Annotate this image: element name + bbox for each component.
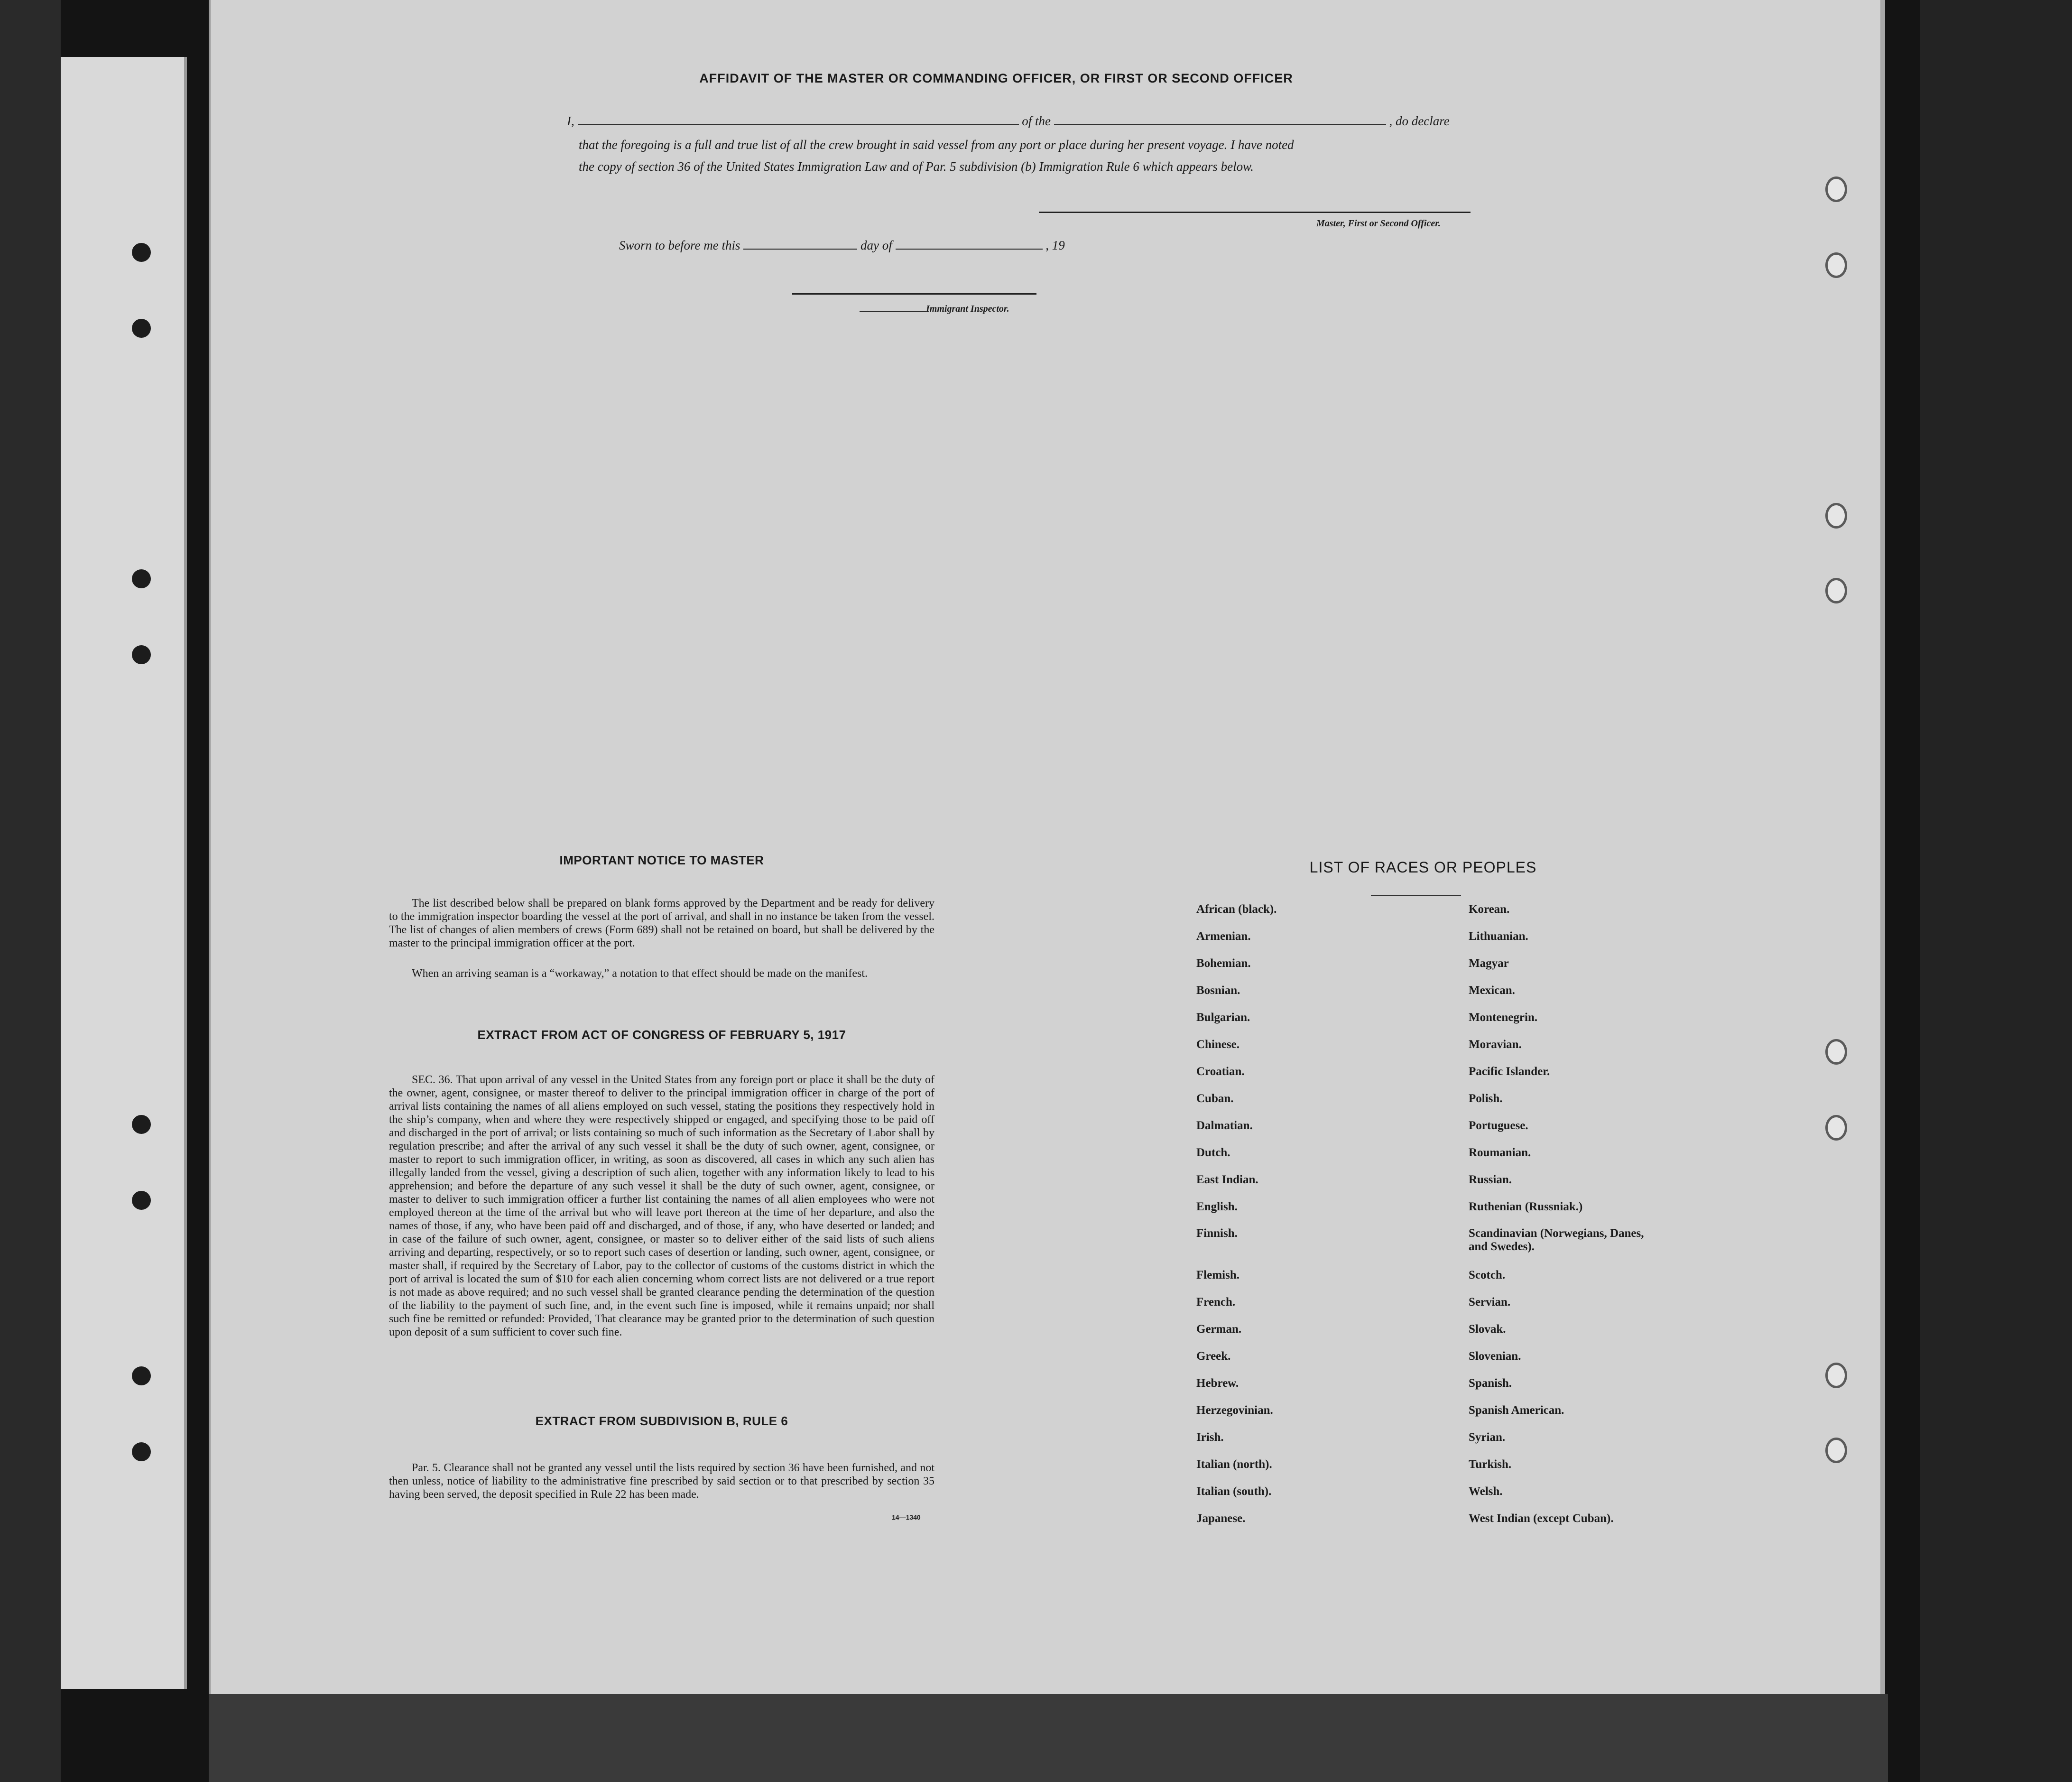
inspector-caption: Immigrant Inspector.	[860, 304, 1009, 315]
notice-paragraph-2: When an arriving seaman is a “workaway,” a notation to that effect should be made on the manifest.	[412, 967, 868, 980]
race-item: Spanish.	[1469, 1377, 1512, 1390]
punch-hole	[132, 319, 151, 338]
affidavit-declare-label: , do declare	[1389, 114, 1450, 128]
affidavit-declaration-line	[567, 114, 1450, 129]
race-item: German.	[1196, 1323, 1242, 1336]
master-signature-line	[1039, 212, 1471, 213]
race-item: Italian (north).	[1196, 1458, 1272, 1471]
race-item: Slovenian.	[1469, 1350, 1521, 1363]
race-item: Pacific Islander.	[1469, 1065, 1550, 1078]
ring-hole	[1825, 1115, 1847, 1141]
inspector-caption-rule	[860, 306, 926, 312]
punch-hole	[132, 1442, 151, 1461]
race-item: Herzegovinian.	[1196, 1404, 1273, 1417]
race-item: Polish.	[1469, 1092, 1503, 1105]
sworn-line	[619, 238, 1065, 253]
ring-hole	[1825, 578, 1847, 603]
extract-act-heading: EXTRACT FROM ACT OF CONGRESS OF FEBRUARY 5, 1917	[477, 1028, 846, 1042]
sworn-year-label: , 19	[1045, 238, 1065, 252]
extract-rule-heading: EXTRACT FROM SUBDIVISION B, RULE 6	[535, 1414, 788, 1428]
race-item: Hebrew.	[1196, 1377, 1239, 1390]
race-item: Italian (south).	[1196, 1485, 1272, 1498]
race-item: African (black).	[1196, 903, 1277, 916]
race-item: Spanish American.	[1469, 1404, 1564, 1417]
race-item: Armenian.	[1196, 930, 1251, 943]
races-list-right	[1469, 902, 1658, 1539]
race-item: Scandinavian (Norwegians, Danes, and Swedes).	[1469, 1227, 1644, 1253]
race-item: Chinese.	[1196, 1038, 1240, 1051]
race-item: Flemish.	[1196, 1269, 1240, 1281]
race-item: Dalmatian.	[1196, 1119, 1253, 1132]
affidavit-text-line-2: that the foregoing is a full and true list of all the crew brought in said vessel from any port or place during her present voyage. I have noted	[579, 138, 1294, 152]
race-item: Irish.	[1196, 1431, 1224, 1444]
race-item: Finnish.	[1196, 1227, 1238, 1240]
race-item: English.	[1196, 1200, 1238, 1213]
sworn-day-blank	[743, 240, 857, 250]
race-item: West Indian (except Cuban).	[1469, 1512, 1614, 1525]
race-item: Russian.	[1469, 1173, 1512, 1186]
race-item: Turkish.	[1469, 1458, 1512, 1471]
race-item: Bohemian.	[1196, 957, 1251, 970]
inspector-signature-line	[792, 293, 1036, 295]
race-item: Magyar	[1469, 957, 1509, 970]
race-item: Roumanian.	[1469, 1146, 1531, 1159]
race-item: Mexican.	[1469, 984, 1515, 997]
ring-hole	[1825, 503, 1847, 529]
scan-background-bottom	[209, 1694, 1888, 1782]
race-item: Bulgarian.	[1196, 1011, 1250, 1024]
vessel-blank	[1054, 116, 1386, 125]
punch-hole	[132, 243, 151, 262]
punch-hole	[132, 1191, 151, 1210]
section-36-paragraph: SEC. 36. That upon arrival of any vessel in the United States from any foreign port or place it shall be the duty of the owner, agent, consignee, or master thereof to deliver to the principal immigration officer in charge of the port of arrival lists containing the names of all aliens employed on such vessel, stating the positions they respectively hold in the ship’s company, when and where they were respectively shipped or engaged, and specifying those to be paid off and discharged in the port of arrival; or lists containing so much of such information as the Secretary of Labor shall by regulation prescribe; and after the arrival of any such vessel it shall be the duty of such owner, agent, consignee, or master to report to such immigration officer, in writing, as soon as discovered, all cases in which any such alien has illegally landed from the vessel, giving a description of such alien, together with any information likely to lead to his apprehension; and before the departure of any such vessel it shall be the duty of such owner, agent, consignee, or master to deliver to such immigration officer a further list containing the names of all alien employees who were not employed thereon at the time of the arrival but who will leave port thereon at the time of her departure, and also the names of those, if any, who have been paid off and discharged, and of those, if any, who have deserted or landed; and in case of the failure of such owner, agent, consignee, or master so to deliver either of the said lists of such aliens arriving and departing, respectively, or so to report such cases of desertion or landing, such owner, agent, consignee, or master shall, if required by the Secretary of Labor, pay to the collector of customs of the customs district in which the port of arrival is located the sum of $10 for each alien concerning whom correct lists are not delivered or a true report is not made as above required; and no such vessel shall be granted clearance pending the determination of the question of the liability to the payment of such fine, and, in the event such fine is imposed, while it remains unpaid; nor shall such fine be remitted or refunded: Provided, That clearance may be granted prior to the determination of such question upon deposit of a sum sufficient to cover such fine.	[389, 1074, 934, 1338]
race-item: French.	[1196, 1296, 1236, 1309]
affidavit-of-the-label: of the	[1022, 114, 1051, 128]
ring-hole	[1825, 1363, 1847, 1388]
affidavit-text-line-3: the copy of section 36 of the United States Immigration Law and of Par. 5 subdivision (b) Immigration Rule 6 which appears below.	[579, 159, 1254, 174]
punch-hole	[132, 1366, 151, 1385]
scan-background-right	[1920, 0, 2072, 1782]
punch-hole	[132, 1115, 151, 1134]
race-item: Greek.	[1196, 1350, 1231, 1363]
scan-background-left	[0, 0, 61, 1782]
race-item: Syrian.	[1469, 1431, 1506, 1444]
race-item: Japanese.	[1196, 1512, 1246, 1525]
ring-hole	[1825, 1438, 1847, 1463]
races-title: LIST OF RACES OR PEOPLES	[1309, 859, 1537, 876]
race-item: Bosnian.	[1196, 984, 1240, 997]
race-item: Cuban.	[1196, 1092, 1234, 1105]
race-item: Korean.	[1469, 903, 1510, 916]
sworn-day-of-label: day of	[860, 238, 892, 252]
race-item: Servian.	[1469, 1296, 1511, 1309]
race-item: Montenegrin.	[1469, 1011, 1538, 1024]
races-title-rule	[1371, 895, 1461, 896]
punch-hole	[132, 569, 151, 588]
affidavit-i-label: I,	[567, 114, 574, 128]
name-blank	[578, 116, 1019, 125]
races-list-left	[1196, 902, 1396, 1539]
sworn-month-blank	[896, 240, 1043, 250]
punch-hole	[132, 645, 151, 664]
race-item: Lithuanian.	[1469, 930, 1528, 943]
binder-strip	[61, 57, 187, 1689]
notice-paragraph-1: The list described below shall be prepared on blank forms approved by the Department and be ready for delivery to the immigration inspector boarding the vessel at the port of arrival, and shall in no instance be taken from the vessel. The list of changes of alien members of crews (Form 689) shall not be retained on board, but shall be delivered by the master to the principal immigration officer at the port.	[389, 897, 934, 949]
race-item: Portuguese.	[1469, 1119, 1528, 1132]
master-signature-caption: Master, First or Second Officer.	[1316, 218, 1441, 229]
race-item: Welsh.	[1469, 1485, 1503, 1498]
race-item: Croatian.	[1196, 1065, 1245, 1078]
race-item: Ruthenian (Russniak.)	[1469, 1200, 1583, 1213]
ring-hole	[1825, 176, 1847, 202]
ring-hole	[1825, 1039, 1847, 1065]
race-item: Moravian.	[1469, 1038, 1522, 1051]
sworn-prefix: Sworn to before me this	[619, 238, 740, 252]
ring-hole	[1825, 252, 1847, 278]
race-item: East Indian.	[1196, 1173, 1258, 1186]
notice-heading: IMPORTANT NOTICE TO MASTER	[559, 853, 764, 867]
rule-6-paragraph: Par. 5. Clearance shall not be granted any vessel until the lists required by section 36 have been furnished, and not then unless, notice of liability to the administrative fine prescribed by said section or to that prescribed by section 35 having been served, the deposit specified in Rule 22 has been made.	[389, 1462, 934, 1501]
race-item: Scotch.	[1469, 1269, 1506, 1281]
race-item: Slovak.	[1469, 1323, 1506, 1336]
race-item: Dutch.	[1196, 1146, 1230, 1159]
affidavit-title: AFFIDAVIT OF THE MASTER OR COMMANDING OFFICER, OR FIRST OR SECOND OFFICER	[699, 71, 1293, 85]
form-number: 14—1340	[892, 1513, 921, 1521]
